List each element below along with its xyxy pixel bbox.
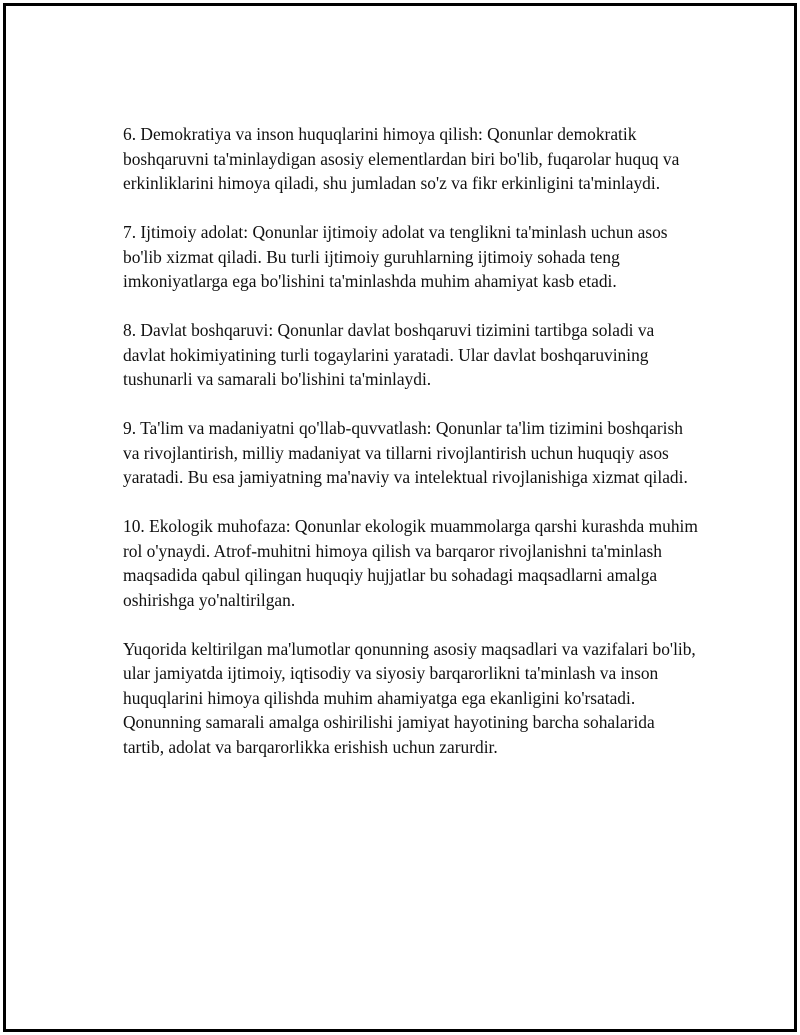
page-frame [3,3,797,1032]
paragraph-ecological-protection: 10. Ekologik muhofaza: Qonunlar ekologik muammolarga qarshi kurashda muhim rol o'ynaydi. Atrof-muhitni himoya qilish va barqaror rivojlanishni ta'minlash maqsadida qabul qilingan huquqiy hujjatlar bu sohadagi maqsadlarni amalga oshirishga yo'naltirilgan. [123,516,703,610]
paragraph-democracy-human-rights: 6. Demokratiya va inson huquqlarini himoya qilish: Qonunlar demokratik boshqaruvni ta'minlaydigan asosiy elementlardan biri bo'lib, fuqarolar huquq va erkinliklarini himoya qiladi, shu jumladan so'z va fikr erkinligini ta'minlaydi. [123,124,684,193]
paragraph-education-culture: 9. Ta'lim va madaniyatni qo'llab-quvvatlash: Qonunlar ta'lim tizimini boshqarish va rivojlantirish, milliy madaniyat va tillarni rivojlantirish uchun huquqiy asos yaratadi. Bu esa jamiyatning ma'naviy va intelektual rivojlanishiga xizmat qiladi. [123,418,688,487]
document-body [123,122,703,784]
paragraph-conclusion: Yuqorida keltirilgan ma'lumotlar qonunning asosiy maqsadlari va vazifalari bo'lib, ular jamiyatda ijtimoiy, iqtisodiy va siyosiy barqarorlikni ta'minlash va inson huquqlarini himoya qilishda muhim ahamiyatga ega ekanligini ko'rsatadi. Qonunning samarali amalga oshirilishi jamiyat hayotining barcha sohalarida tartib, adolat va barqarorlikka erishish uchun zarurdir. [123,638,701,757]
paragraph-state-governance: 8. Davlat boshqaruvi: Qonunlar davlat boshqaruvi tizimini tartibga soladi va davlat hokimiyatining turli togaylarini yaratadi. Ular davlat boshqaruvining tushunarli va samarali bo'lishini ta'minlaydi. [123,320,659,389]
paragraph-social-justice: 7. Ijtimoiy adolat: Qonunlar ijtimoiy adolat va tenglikni ta'minlash uchun asos bo'lib xizmat qiladi. Bu turli ijtimoiy guruhlarning ijtimoiy sohada teng imkoniyatlarga ega bo'lishini ta'minlashda muhim ahamiyat kasb etadi. [123,222,672,291]
